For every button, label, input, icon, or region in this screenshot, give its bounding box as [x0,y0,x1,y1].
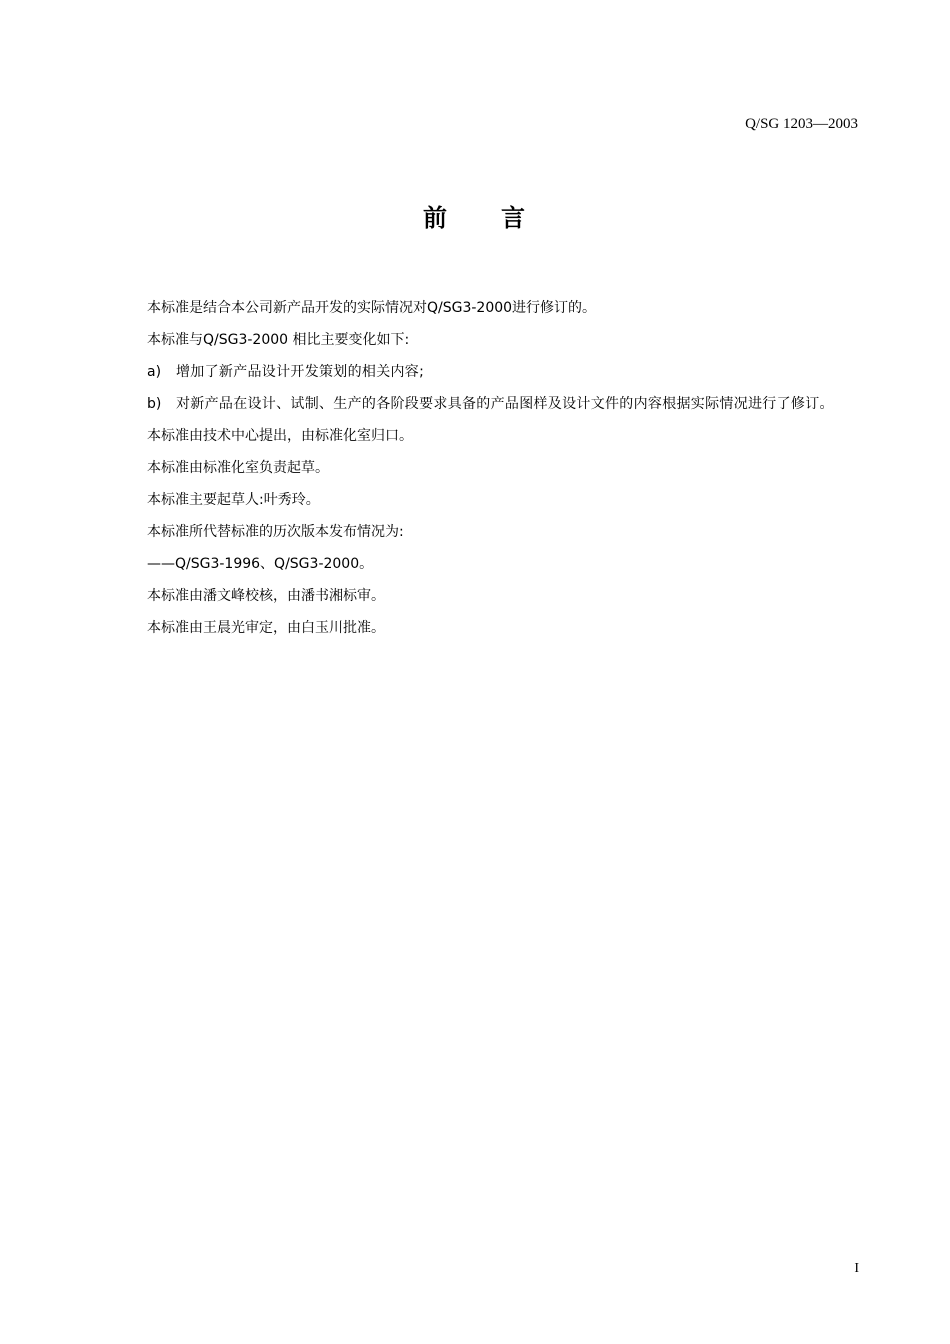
title-part-2: 言 [501,204,527,232]
paragraph-review: 本标准由潘文峰校核，由潘书湘标审。 [147,588,385,604]
list-text-b: 对新产品在设计、试制、生产的各阶段要求具备的产品图样及设计文件的内容根据实际情况进行了修订。 [176,396,834,412]
paragraph-approval: 本标准由王晨光审定，由白玉川批准。 [147,620,385,636]
paragraph-history-list: ——Q/SG3-1996、Q/SG3-2000。 [147,556,374,572]
page-number: I [854,1261,859,1276]
paragraph-changes-intro: 本标准与Q/SG3-2000 相比主要变化如下: [147,332,410,348]
foreword-body [147,292,862,644]
title-part-1: 前 [423,204,449,232]
list-marker-a: a) [147,364,162,380]
paragraph-drafting-unit: 本标准由标准化室负责起草。 [147,460,329,476]
list-item-b [147,388,862,420]
page-title [0,200,950,236]
list-marker-b: b) [147,396,162,412]
paragraph-revision-basis: 本标准是结合本公司新产品开发的实际情况对Q/SG3-2000进行修订的。 [147,300,597,316]
standard-code: Q/SG 1203—2003 [745,116,858,132]
list-item-a [147,356,862,388]
paragraph-proposer: 本标准由技术中心提出，由标准化室归口。 [147,428,413,444]
list-text-a: 增加了新产品设计开发策划的相关内容; [176,364,425,380]
paragraph-history-intro: 本标准所代替标准的历次版本发布情况为: [147,524,404,540]
paragraph-main-drafter: 本标准主要起草人:叶秀玲。 [147,492,320,508]
